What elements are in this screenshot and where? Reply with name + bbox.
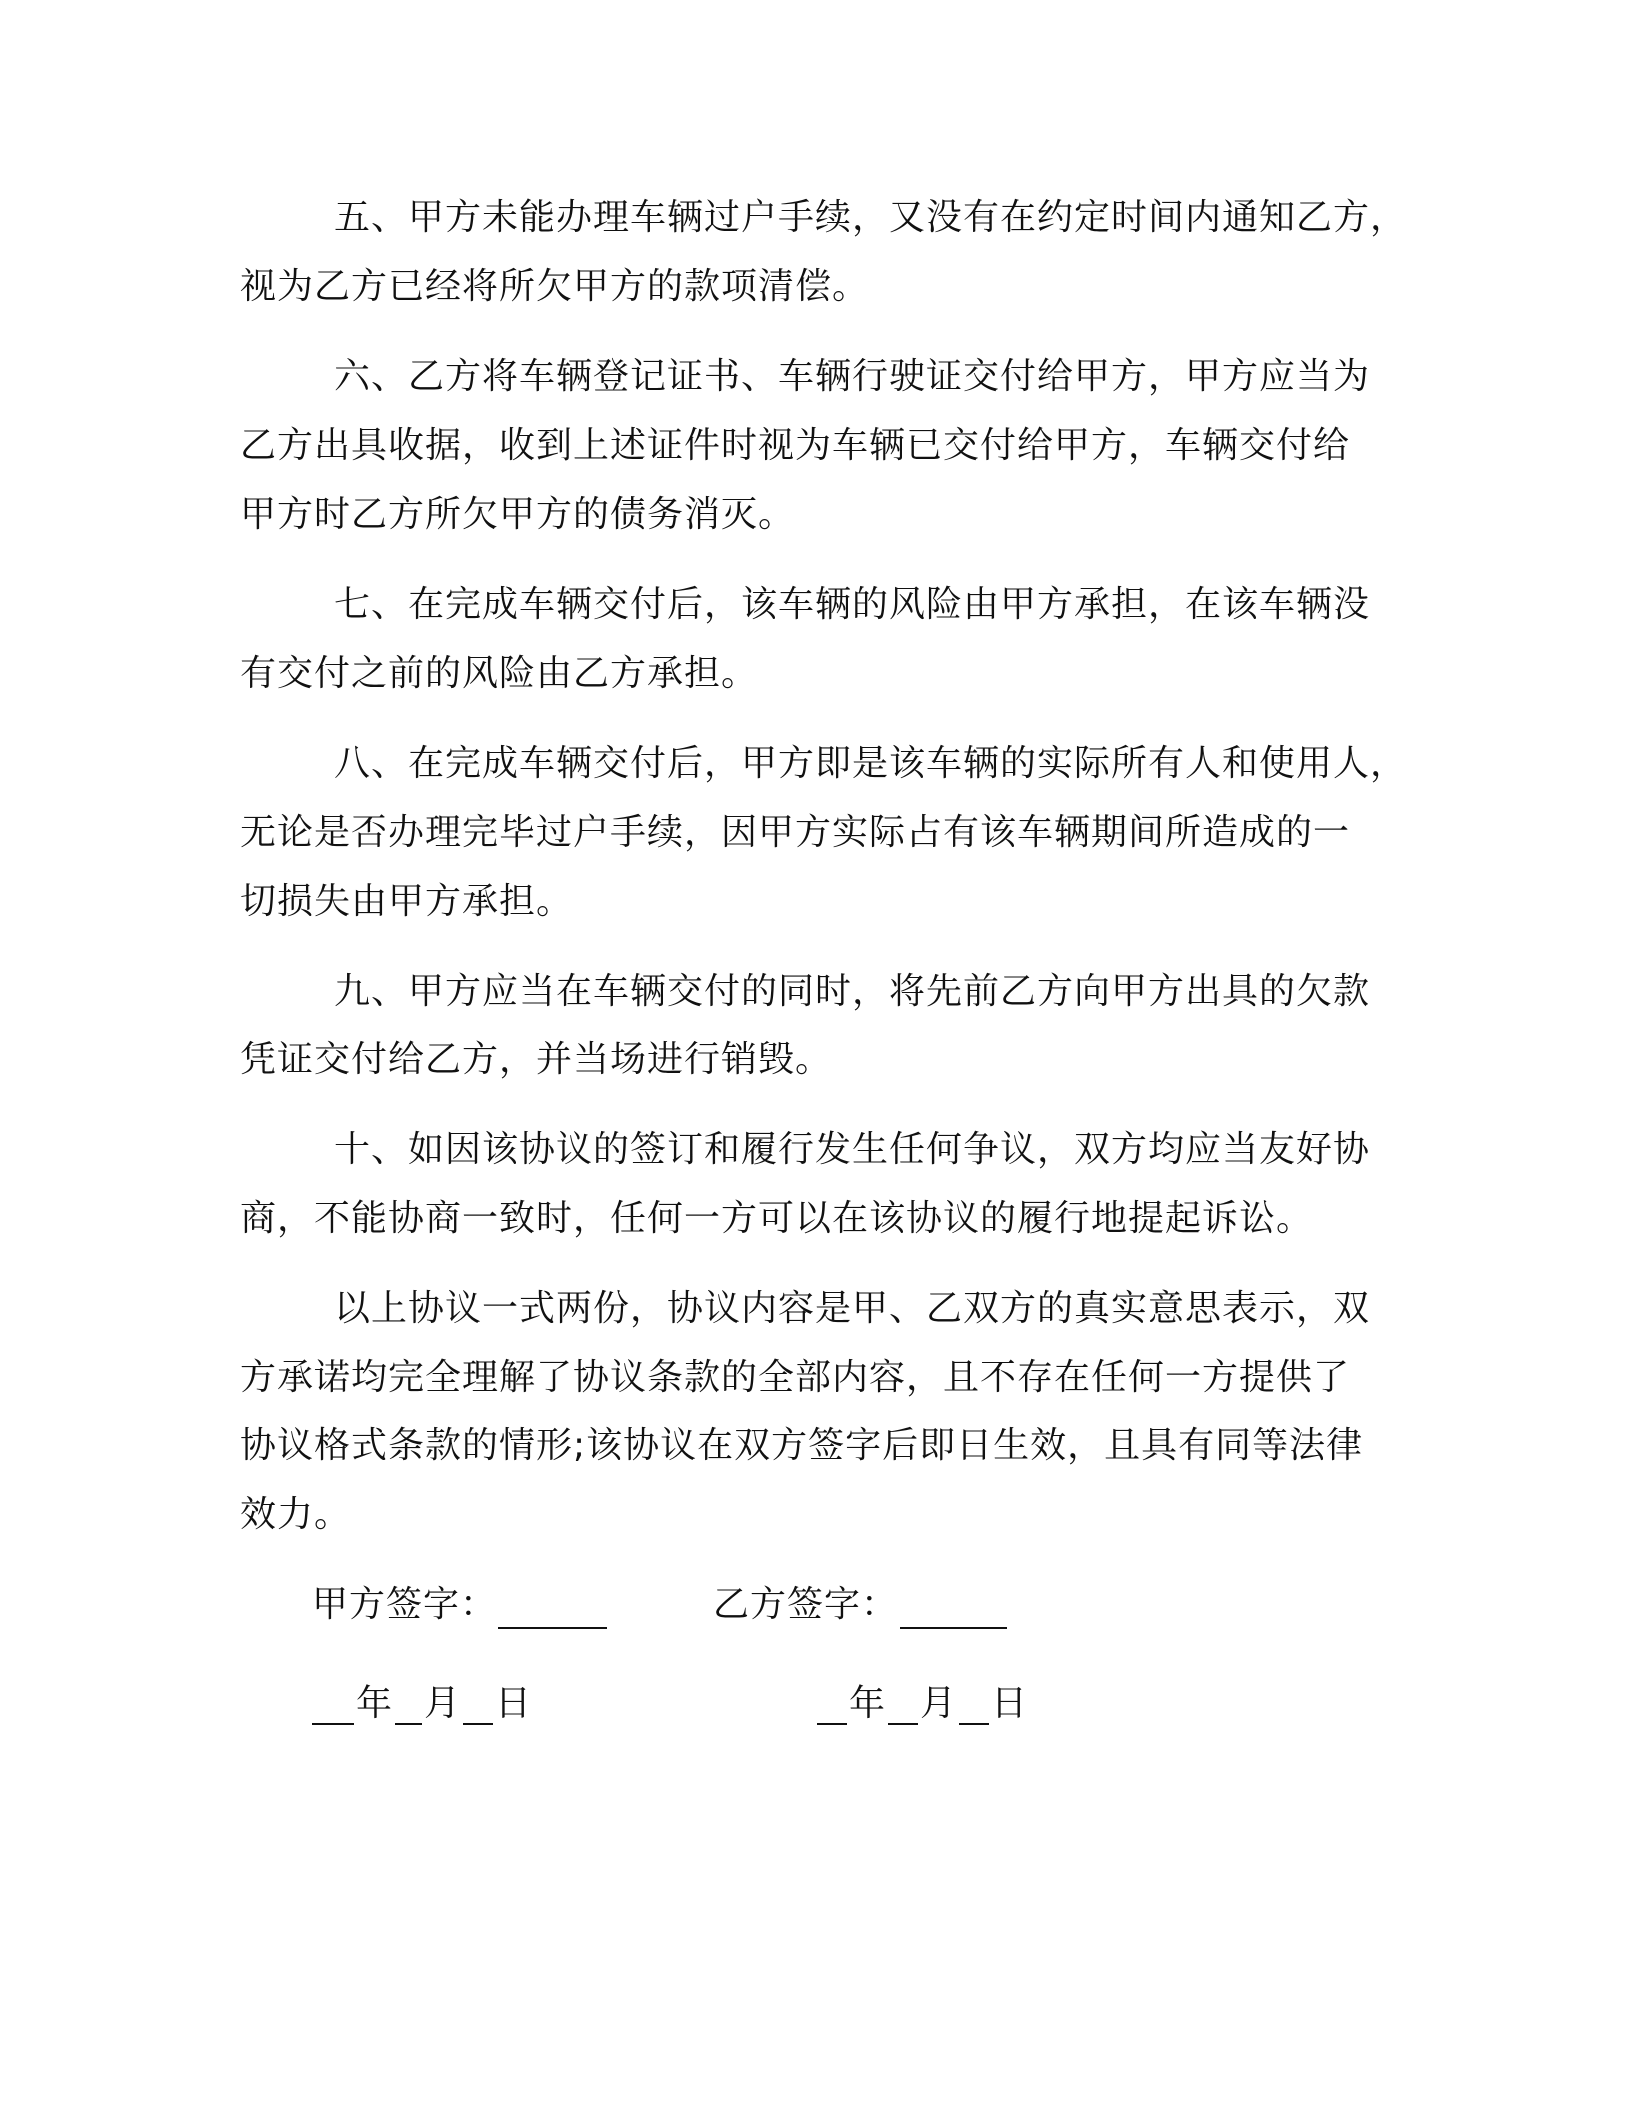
party-a-month-blank[interactable]: [395, 1723, 422, 1725]
party-a-signature-label: 甲方签字：: [312, 1584, 498, 1625]
party-b-day-blank[interactable]: [959, 1723, 989, 1725]
clause-8-line-1: 八、在完成车辆交付后，甲方即是该车辆的实际所有人和使用人，: [334, 743, 1408, 784]
clause-6-line-3: 甲方时乙方所欠甲方的债务消灭。: [240, 494, 796, 535]
party-b-signature-blank[interactable]: [900, 1627, 1007, 1629]
party-a-month-label: 月: [424, 1683, 462, 1724]
clause-7-line-1: 七、在完成车辆交付后，该车辆的风险由甲方承担，在该车辆没: [334, 584, 1371, 625]
party-b-year-blank[interactable]: [817, 1723, 847, 1725]
party-b-signature-label: 乙方签字：: [713, 1584, 899, 1625]
party-b-month-blank[interactable]: [888, 1723, 918, 1725]
clause-10-line-1: 十、如因该协议的签订和履行发生任何争议，双方均应当友好协: [334, 1129, 1371, 1170]
clause-7-line-2: 有交付之前的风险由乙方承担。: [240, 653, 759, 694]
clause-5-line-2: 视为乙方已经将所欠甲方的款项清偿。: [240, 266, 870, 307]
party-a-year-blank[interactable]: [312, 1723, 354, 1725]
closing-line-1: 以上协议一式两份，协议内容是甲、乙双方的真实意思表示，双: [334, 1288, 1371, 1329]
clause-9-line-2: 凭证交付给乙方，并当场进行销毁。: [240, 1039, 833, 1080]
clause-6-line-2: 乙方出具收据，收到上述证件时视为车辆已交付给甲方，车辆交付给: [240, 425, 1351, 466]
party-b-month-label: 月: [920, 1683, 958, 1724]
closing-line-4: 效力。: [240, 1494, 352, 1535]
party-b-day-label: 日: [991, 1683, 1029, 1724]
party-a-day-blank[interactable]: [463, 1723, 493, 1725]
closing-line-3: 协议格式条款的情形;该协议在双方签字后即日生效，且具有同等法律: [240, 1425, 1364, 1466]
party-b-year-label: 年: [849, 1683, 887, 1724]
closing-line-2: 方承诺均完全理解了协议条款的全部内容，且不存在任何一方提供了: [240, 1357, 1351, 1398]
clause-5-line-1: 五、甲方未能办理车辆过户手续，又没有在约定时间内通知乙方，: [334, 197, 1408, 238]
party-a-day-label: 日: [495, 1683, 533, 1724]
party-a-signature-blank[interactable]: [498, 1627, 607, 1629]
clause-8-line-2: 无论是否办理完毕过户手续，因甲方实际占有该车辆期间所造成的一: [240, 812, 1351, 853]
clause-8-line-3: 切损失由甲方承担。: [240, 881, 574, 922]
clause-9-line-1: 九、甲方应当在车辆交付的同时，将先前乙方向甲方出具的欠款: [334, 971, 1371, 1012]
clause-6-line-1: 六、乙方将车辆登记证书、车辆行驶证交付给甲方，甲方应当为: [334, 356, 1371, 397]
party-a-year-label: 年: [356, 1683, 394, 1724]
clause-10-line-2: 商，不能协商一致时，任何一方可以在该协议的履行地提起诉讼。: [240, 1198, 1314, 1239]
